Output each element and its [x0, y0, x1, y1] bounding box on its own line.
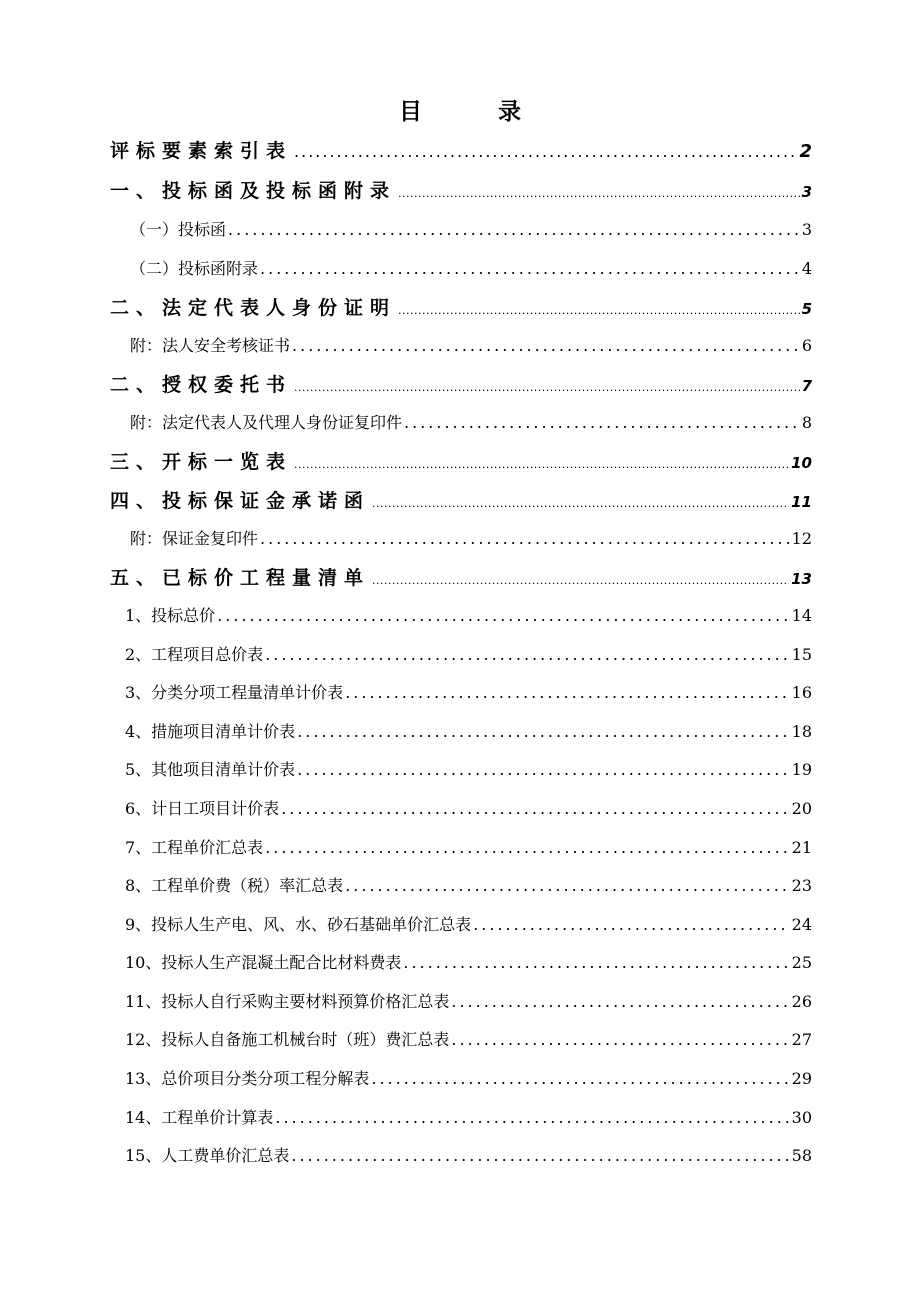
toc-entry-label: 6、计日工项目计价表: [125, 799, 280, 818]
toc-leader-dots: [372, 498, 789, 509]
toc-entry-page: 16: [791, 683, 812, 702]
toc-entry[interactable]: [110, 447, 812, 474]
toc-entry-page: 3: [801, 220, 812, 239]
toc-leader-dots: [294, 459, 789, 470]
toc-leader-dots: [451, 1032, 789, 1048]
toc-entry[interactable]: [125, 680, 812, 703]
toc-entry[interactable]: [110, 293, 812, 320]
toc-entry-page: 23: [791, 876, 812, 895]
toc-entry-label: 评标要素索引表: [110, 140, 293, 162]
toc-entry-label: 二、授权委托书: [110, 374, 293, 396]
toc-entry[interactable]: [125, 1027, 812, 1050]
toc-leader-dots: [294, 382, 800, 393]
toc-entry[interactable]: [125, 603, 812, 626]
toc-entry[interactable]: [125, 912, 812, 935]
toc-leader-dots: [345, 685, 789, 701]
toc-leader-dots: [260, 261, 800, 277]
toc-entry-label: 2、工程项目总价表: [125, 645, 264, 664]
toc-entry[interactable]: [125, 873, 812, 896]
toc-entry-page: 20: [791, 799, 812, 818]
toc-entry[interactable]: [130, 256, 812, 279]
toc-entry[interactable]: [125, 757, 812, 780]
toc-entry-page: 6: [801, 336, 812, 355]
toc-entry-page: 19: [791, 760, 812, 779]
toc-entry-label: 11、投标人自行采购主要材料预算价格汇总表: [125, 992, 450, 1011]
toc-entry-page: 11: [791, 493, 812, 511]
toc-entry-page: 15: [791, 645, 812, 664]
toc-entry-label: 13、总价项目分类分项工程分解表: [125, 1069, 370, 1088]
toc-entry-label: 7、工程单价汇总表: [125, 838, 264, 857]
toc-entry[interactable]: [125, 950, 812, 973]
toc-entry-label: 5、其他项目清单计价表: [125, 760, 296, 779]
toc-entry-label: 4、措施项目清单计价表: [125, 722, 296, 741]
toc-leader-dots: [265, 647, 789, 663]
toc-leader-dots: [265, 840, 789, 856]
toc-entry-page: 27: [791, 1030, 812, 1049]
toc-entry[interactable]: [110, 486, 812, 513]
toc-entry-page: 14: [791, 606, 812, 625]
toc-leader-dots: [404, 415, 800, 431]
toc-entry-label: 附：法人安全考核证书: [130, 336, 291, 355]
toc-leader-dots: [260, 531, 790, 547]
toc-entry-label: 8、工程单价费（税）率汇总表: [125, 876, 344, 895]
toc-entry-label: 1、投标总价: [125, 606, 216, 625]
toc-entry-label: 12、投标人自备施工机械台时（班）费汇总表: [125, 1030, 450, 1049]
toc-leader-dots: [228, 222, 800, 238]
toc-entry-page: 29: [791, 1069, 812, 1088]
toc-leader-dots: [398, 305, 800, 316]
toc-entry[interactable]: [125, 1105, 812, 1128]
toc-entry[interactable]: [130, 217, 812, 240]
toc-leader-dots: [371, 1071, 789, 1087]
toc-leader-dots: [345, 878, 789, 894]
toc-leader-dots: [398, 188, 800, 199]
toc-entry[interactable]: [130, 410, 812, 433]
toc-entry-page: 3: [801, 183, 812, 201]
toc-entry-label: 五、已标价工程量清单: [110, 567, 371, 589]
toc-entry[interactable]: [125, 1066, 812, 1089]
toc-entry-label: （一）投标函: [130, 220, 227, 239]
toc-leader-dots: [451, 994, 789, 1010]
toc-entry-label: 二、法定代表人身份证明: [110, 297, 397, 319]
toc-leader-dots: [281, 801, 789, 817]
toc-leader-dots: [217, 608, 789, 624]
toc-entry-page: 12: [791, 529, 812, 548]
toc-entry-page: 58: [791, 1146, 812, 1165]
toc-entry-page: 21: [791, 838, 812, 857]
toc-leader-dots: [297, 762, 789, 778]
toc-entry[interactable]: [125, 796, 812, 819]
toc-entry-label: 15、人工费单价汇总表: [125, 1146, 290, 1165]
toc-entry-page: 8: [801, 413, 812, 432]
toc-entry[interactable]: [125, 1143, 812, 1166]
toc-entry-page: 30: [791, 1108, 812, 1127]
toc-entry-page: 5: [801, 300, 812, 318]
toc-entry-label: （二）投标函附录: [130, 259, 259, 278]
toc-leader-dots: [292, 338, 800, 354]
toc-entry-label: 9、投标人生产电、风、水、砂石基础单价汇总表: [125, 915, 472, 934]
toc-entry-page: 10: [791, 454, 812, 472]
toc-entry-page: 2: [799, 141, 812, 162]
toc-entry[interactable]: [125, 835, 812, 858]
toc-leader-dots: [403, 955, 789, 971]
toc-entry-label: 14、工程单价计算表: [125, 1108, 274, 1127]
toc-entry[interactable]: [130, 333, 812, 356]
toc-leader-dots: [297, 724, 789, 740]
toc-entry-label: 四、投标保证金承诺函: [110, 490, 371, 512]
toc-entry[interactable]: [130, 526, 812, 549]
toc-entry-page: 4: [801, 259, 812, 278]
toc-title: 目 录: [398, 99, 555, 125]
toc-leader-dots: [294, 144, 797, 160]
toc-entry[interactable]: [125, 989, 812, 1012]
toc-leader-dots: [275, 1110, 789, 1126]
toc-entry-label: 附：保证金复印件: [130, 529, 259, 548]
toc-entry-label: 三、开标一览表: [110, 451, 293, 473]
toc-entry-page: 13: [791, 570, 812, 588]
toc-entry[interactable]: [110, 370, 812, 397]
toc-entry-label: 一、投标函及投标函附录: [110, 180, 397, 202]
toc-entry-page: 7: [801, 377, 812, 395]
toc-leader-dots: [372, 575, 789, 586]
toc-entry-label: 附：法定代表人及代理人身份证复印件: [130, 413, 403, 432]
toc-entry[interactable]: [125, 719, 812, 742]
toc-entry[interactable]: [110, 136, 812, 163]
toc-entry-page: 24: [791, 915, 812, 934]
toc-entry-label: 3、分类分项工程量清单计价表: [125, 683, 344, 702]
toc-entry[interactable]: [110, 563, 812, 590]
toc-entry-page: 25: [791, 953, 812, 972]
toc-entry[interactable]: [110, 176, 812, 203]
toc-leader-dots: [291, 1148, 789, 1164]
toc-leader-dots: [473, 917, 789, 933]
toc-entry-page: 26: [791, 992, 812, 1011]
toc-entry-label: 10、投标人生产混凝土配合比材料费表: [125, 953, 402, 972]
toc-entry-page: 18: [791, 722, 812, 741]
toc-entry[interactable]: [125, 642, 812, 665]
